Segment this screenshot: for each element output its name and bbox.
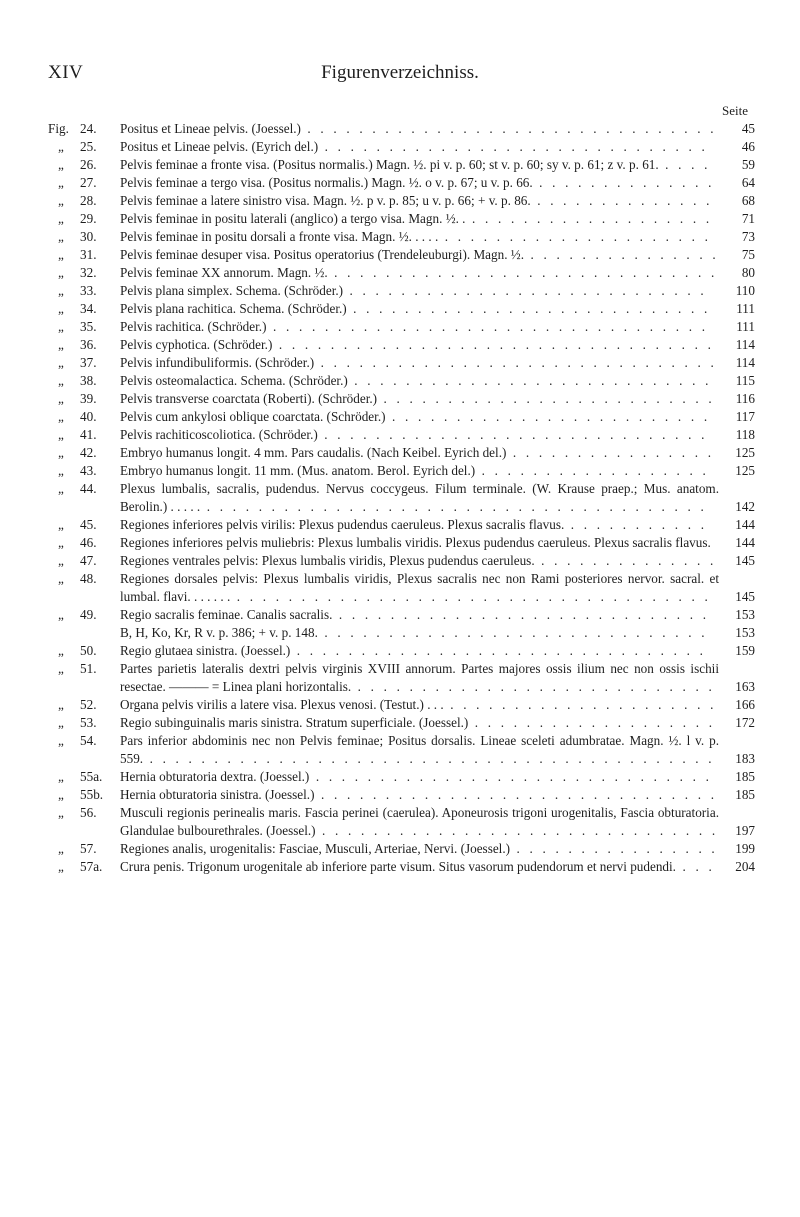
caption-text: Regiones ventrales pelvis: Plexus lumbalis viridis, Plexus pudendus caeruleus. — [120, 553, 535, 568]
page-number: 172 — [735, 715, 755, 730]
list-item — [48, 714, 755, 732]
caption-text: Pelvis cyphotica. (Schröder.) — [120, 337, 273, 352]
leader-dots: . . . . . . . . . . . . . . . . . . . . . . . . . . . . — [347, 373, 712, 388]
figure-number: 55b. — [80, 787, 104, 802]
leader-dots: . . . . . . . . . . . . . . . . . . . . . . . . . . . . . . — [327, 265, 718, 280]
figure-number: 57a. — [80, 859, 103, 874]
fig-prefix: „ — [58, 805, 64, 820]
figure-number: 49. — [80, 607, 97, 622]
figure-number: 31. — [80, 247, 97, 262]
figure-caption — [120, 732, 755, 768]
list-item — [48, 372, 755, 390]
fig-prefix: „ — [58, 139, 64, 154]
fig-prefix: „ — [58, 229, 64, 244]
page-number: 125 — [735, 445, 755, 460]
figure-number: 50. — [80, 643, 97, 658]
page-number: 116 — [735, 391, 755, 406]
figure-number: 42. — [80, 445, 97, 460]
figure-caption — [120, 570, 755, 606]
page-number: 185 — [735, 787, 755, 802]
fig-prefix: Fig. — [48, 121, 69, 136]
figure-caption — [120, 282, 755, 300]
caption-text: Embryo humanus longit. 11 mm. (Mus. anatom. Berol. Eyrich del.) — [120, 463, 476, 478]
fig-prefix: „ — [58, 409, 64, 424]
figure-number: 53. — [80, 715, 97, 730]
list-item — [48, 696, 755, 714]
page-number: 185 — [735, 769, 755, 784]
figure-caption — [120, 606, 755, 624]
list-item — [48, 732, 755, 768]
figure-number — [74, 624, 120, 642]
leader-dots: . . . . . . . . . . . . . . . . . . . . . . . . . . — [377, 391, 715, 406]
figure-number: 24. — [80, 121, 97, 136]
page-number: 110 — [735, 283, 755, 298]
figure-number: 25. — [80, 139, 97, 154]
list-item — [48, 624, 755, 642]
page-number: 144 — [735, 535, 755, 550]
page-number: 64 — [741, 175, 755, 190]
figure-caption — [120, 390, 755, 408]
fig-prefix: „ — [58, 517, 64, 532]
list-item — [48, 120, 755, 138]
figure-caption — [120, 444, 755, 462]
fig-prefix: „ — [58, 787, 64, 802]
page-number: 45 — [741, 121, 755, 136]
caption-text: B, H, Ko, Kr, R v. p. 386; + v. p. 148. — [120, 625, 318, 640]
figure-caption — [120, 264, 755, 282]
figure-number: 47. — [80, 553, 97, 568]
figure-number: 33. — [80, 283, 97, 298]
figure-caption — [120, 318, 755, 336]
list-item — [48, 786, 755, 804]
figure-caption — [120, 354, 755, 372]
list-item — [48, 138, 755, 156]
figure-caption — [120, 426, 755, 444]
page-header — [0, 62, 800, 88]
page-number: 59 — [741, 157, 755, 172]
leader-dots: . . . . . . . . . . . . . . — [532, 175, 715, 190]
figure-number: 43. — [80, 463, 97, 478]
figure-number: 29. — [80, 211, 97, 226]
leader-dots: . . . . . . . . . . . . . . . . . . . . . . . . . . . . . . . — [309, 769, 713, 784]
page-number: 80 — [741, 265, 755, 280]
list-item — [48, 354, 755, 372]
list-item — [48, 444, 755, 462]
list-item — [48, 570, 755, 606]
figure-number: 51. — [80, 661, 97, 676]
list-item — [48, 300, 755, 318]
fig-prefix: „ — [58, 211, 64, 226]
figure-caption — [120, 768, 755, 786]
caption-text: Crura penis. Trigonum urogenitale ab inferiore parte visum. Situs vasorum pudendorum et nervi pudendi. — [120, 859, 676, 874]
leader-dots: . . . . . . . . . . . . . . . . . . . . . . . . . . . . . . . . . . . . . . . — [200, 499, 707, 514]
page-number: 115 — [735, 373, 755, 388]
caption-text: Pelvis feminae a fronte visa. (Positus normalis.) Magn. ½. pi v. p. 60; st v. p. 60; sy v. p. 61; z v. p. 61. — [120, 157, 659, 172]
list-item — [48, 606, 755, 624]
page-number: 166 — [735, 697, 755, 712]
page-number: 204 — [735, 859, 755, 874]
leader-dots: . . . . . . . . . . . . . . . . . . . . . . . . . . . . . . — [317, 625, 708, 640]
fig-prefix: „ — [58, 571, 64, 586]
leader-dots: . . . . . . . . . . . . . . . . . . . . . . . . . . . . . . — [318, 139, 708, 154]
fig-prefix: „ — [58, 157, 64, 172]
fig-prefix — [48, 624, 74, 642]
list-item — [48, 228, 755, 246]
caption-text: Positus et Lineae pelvis. (Eyrich del.) — [120, 139, 319, 154]
list-item — [48, 246, 755, 264]
leader-dots: . . . . . . . . . . . . . . — [530, 193, 713, 208]
figure-caption — [120, 156, 755, 174]
list-item — [48, 210, 755, 228]
page-number: 163 — [735, 679, 755, 694]
figure-number: 32. — [80, 265, 97, 280]
leader-dots: . . . . . . . . . . . . . . . . . . . . . . . . . . . . . . . — [314, 787, 718, 802]
figure-number: 28. — [80, 193, 97, 208]
page-number: 199 — [735, 841, 755, 856]
figure-number: 41. — [80, 427, 97, 442]
fig-prefix: „ — [58, 643, 64, 658]
list-item — [48, 768, 755, 786]
page-number: 125 — [735, 463, 755, 478]
list-item — [48, 408, 755, 426]
figure-caption — [120, 192, 755, 210]
caption-text: Pars inferior abdominis nec non Pelvis feminae; Positus dorsalis. Lineae sceleti adumbratae. Magn. ½. l v. p. 559. — [120, 733, 719, 766]
caption-text: Pelvis rachitica. (Schröder.) — [120, 319, 267, 334]
caption-text: Pelvis infundibuliformis. (Schröder.) — [120, 355, 315, 370]
page-number: 159 — [735, 643, 755, 658]
figure-caption — [120, 174, 755, 192]
fig-prefix: „ — [58, 859, 64, 874]
fig-prefix: „ — [58, 661, 64, 676]
list-item — [48, 336, 755, 354]
figure-number: 56. — [80, 805, 97, 820]
leader-dots: . . . . . . . . . . . . . . . . . . . . . . . . . . . . . . . . — [300, 121, 717, 136]
leader-dots: . . . . — [658, 157, 711, 172]
fig-prefix: „ — [58, 301, 64, 316]
page-number: 68 — [741, 193, 755, 208]
caption-text: Positus et Lineae pelvis. (Joessel.) — [120, 121, 301, 136]
figure-number: 45. — [80, 517, 97, 532]
caption-text: Organa pelvis virilis a latere visa. Plexus venosi. (Testut.) . . . — [120, 697, 444, 712]
figure-number: 30. — [80, 229, 97, 244]
fig-prefix: „ — [58, 607, 64, 622]
caption-text: Hernia obturatoria sinistra. (Joessel.) — [120, 787, 315, 802]
figure-caption — [120, 804, 755, 840]
fig-prefix: „ — [58, 355, 64, 370]
fig-prefix: „ — [58, 319, 64, 334]
caption-text: Pelvis osteomalactica. Schema. (Schröder.) — [120, 373, 348, 388]
caption-text: Regiones inferiores pelvis virilis: Plexus pudendus caeruleus. Plexus sacralis flavus. — [120, 517, 565, 532]
caption-text: Pelvis plana simplex. Schema. (Schröder.) — [120, 283, 344, 298]
list-item — [48, 534, 755, 552]
figure-number: 38. — [80, 373, 97, 388]
page-number: 197 — [735, 823, 755, 838]
figure-caption — [120, 552, 755, 570]
leader-dots: . . . . . . . . . . . . . . . . . . . . . . . . . . . . . . . . . . . . . . . . . . . . — [143, 751, 715, 766]
page-number: 142 — [735, 499, 755, 514]
list-item — [48, 552, 755, 570]
caption-text: Plexus lumbalis, sacralis, pudendus. Nervus coccygeus. Filum terminale. (W. Krause praep.; Mus. anatom. Berolin.) . . . . . — [120, 481, 719, 514]
leader-dots: . . . . . . . . . . . . . . . . . . . . . . . . . . . . . — [332, 607, 710, 622]
page-number: 145 — [735, 553, 755, 568]
caption-text: Regio sacralis feminae. Canalis sacralis. — [120, 607, 333, 622]
leader-dots: . . . . . . . . . . . . . . . . . . . . . — [443, 697, 717, 712]
caption-text: Pelvis feminae XX annorum. Magn. ½. — [120, 265, 328, 280]
fig-prefix: „ — [58, 283, 64, 298]
page-number: 144 — [735, 517, 755, 532]
figure-list — [48, 120, 755, 876]
figure-number: 52. — [80, 697, 97, 712]
caption-text: Pelvis feminae a latere sinistro visa. Magn. ½. p v. p. 85; u v. p. 66; + v. p. 86. — [120, 193, 531, 208]
caption-text: Pelvis cum ankylosi oblique coarctata. (Schröder.) — [120, 409, 386, 424]
page-number: 111 — [736, 301, 755, 316]
caption-text: Regiones inferiores pelvis muliebris: Plexus lumbalis viridis. Plexus pudendus caeruleus. Plexus sacralis flavus. — [120, 535, 711, 550]
leader-dots: . . . . . . . . . . . . . . . . — [510, 841, 718, 856]
leader-dots: . . . . . . . . . . . . . . . . . . . — [465, 211, 713, 226]
page-number: 75 — [741, 247, 755, 262]
figure-number: 44. — [80, 481, 97, 496]
fig-prefix: „ — [58, 553, 64, 568]
page-number: 73 — [741, 229, 755, 244]
fig-prefix: „ — [58, 481, 64, 496]
figure-caption — [120, 714, 755, 732]
leader-dots: . . . . . . . . . . . . . . . . . . . . . . . . . . . . . . . — [315, 823, 719, 838]
figure-caption — [120, 120, 755, 138]
figure-caption — [120, 372, 755, 390]
figure-caption — [120, 246, 755, 264]
list-item — [48, 264, 755, 282]
figure-number: 36. — [80, 337, 97, 352]
list-item — [48, 390, 755, 408]
fig-prefix: „ — [58, 715, 64, 730]
figure-number: 26. — [80, 157, 97, 172]
caption-text: Partes parietis lateralis dextri pelvis virginis XVIII annorum. Partes majores ossis ilium nec non ossis ischii resectae. ——— = Linea plani horizontalis. — [120, 661, 719, 694]
figure-caption — [120, 786, 755, 804]
page-number: 183 — [735, 751, 755, 766]
leader-dots: . . . . . . . . . . . . . . . . . . . . . . . . . . . . . . . . . . . . . — [230, 589, 712, 604]
figure-caption — [120, 228, 755, 246]
leader-dots: . . . . . . . . . . . . . . . . . . . . . . . . . . . . — [346, 301, 711, 316]
figure-caption — [120, 624, 755, 642]
figure-caption — [120, 480, 755, 516]
caption-text: Pelvis rachiticoscoliotica. (Schröder.) — [120, 427, 318, 442]
page-number: 145 — [735, 589, 755, 604]
leader-dots: . . . . . . . . . . . — [564, 517, 708, 532]
page-number: 114 — [735, 355, 755, 370]
leader-dots: . . . . . . . . . . . . . . . . . . . . . . . . . . . . . . . . — [290, 643, 707, 658]
figure-caption — [120, 336, 755, 354]
list-item — [48, 804, 755, 840]
figure-caption — [120, 696, 755, 714]
fig-prefix: „ — [58, 733, 64, 748]
caption-text: Regio glutaea sinistra. (Joessel.) — [120, 643, 291, 658]
fig-prefix: „ — [58, 769, 64, 784]
caption-text: Pelvis transverse coarctata (Roberti). (Schröder.) — [120, 391, 378, 406]
list-item — [48, 282, 755, 300]
figure-number: 46. — [80, 535, 97, 550]
fig-prefix: „ — [58, 427, 64, 442]
list-item — [48, 174, 755, 192]
caption-text: Pelvis feminae in positu dorsali a fronte visa. Magn. ½. . . . . — [120, 229, 439, 244]
figure-caption — [120, 642, 755, 660]
fig-prefix: „ — [58, 697, 64, 712]
figure-caption — [120, 516, 755, 534]
page-number: 153 — [735, 625, 755, 640]
figure-caption — [120, 300, 755, 318]
fig-prefix: „ — [58, 265, 64, 280]
page-number: 46 — [741, 139, 755, 154]
leader-dots: . . . . . . . . . . . . . . . . . . — [475, 463, 710, 478]
figure-caption — [120, 408, 755, 426]
figure-caption — [120, 534, 755, 552]
fig-prefix: „ — [58, 391, 64, 406]
caption-text: Pelvis feminae a tergo visa. (Positus normalis.) Magn. ½. o v. p. 67; u v. p. 66. — [120, 175, 533, 190]
page-number-roman: XIV — [48, 62, 84, 83]
figure-number: 37. — [80, 355, 97, 370]
list-item — [48, 660, 755, 696]
figure-caption — [120, 462, 755, 480]
leader-dots: . . . . . . . . . . . . . . . . . . . . . . . . . . . . . . . . . . — [266, 319, 709, 334]
figure-number: 57. — [80, 841, 97, 856]
figure-number: 40. — [80, 409, 97, 424]
figure-caption — [120, 858, 755, 876]
figure-caption — [120, 660, 755, 696]
caption-text: Regiones analis, urogenitalis: Fasciae, Musculi, Arteriae, Nervi. (Joessel.) — [120, 841, 511, 856]
page-number: 117 — [735, 409, 755, 424]
caption-text: Embryo humanus longit. 4 mm. Pars caudalis. (Nach Keibel. Eyrich del.) — [120, 445, 507, 460]
page-number: 118 — [735, 427, 755, 442]
figure-number: 54. — [80, 733, 97, 748]
list-item — [48, 462, 755, 480]
leader-dots: . . . . . . . . . . . . . . . . — [506, 445, 715, 460]
leader-dots: . . . . . . . . . . . . . . . . . . . . . — [438, 229, 712, 244]
page-number: 114 — [735, 337, 755, 352]
fig-prefix: „ — [58, 337, 64, 352]
figure-caption — [120, 840, 755, 858]
caption-text: Pelvis plana rachitica. Schema. (Schröder.) — [120, 301, 347, 316]
page-title: Figurenverzeichniss. — [321, 62, 479, 83]
list-item — [48, 840, 755, 858]
fig-prefix: „ — [58, 175, 64, 190]
list-item — [48, 318, 755, 336]
leader-dots: . . . — [675, 859, 715, 874]
leader-dots: . . . . . . . . . . . . . . . . . . . — [468, 715, 716, 730]
figure-caption — [120, 210, 755, 228]
leader-dots: . . . . . . . . . . . . . . . . . . . . . . . . . . . . . . . — [314, 355, 717, 370]
caption-text: Pelvis feminae desuper visa. Positus operatorius (Trendeleuburgi). Magn. ½. — [120, 247, 524, 262]
leader-dots: . . . . . . . . . . . . . . . . . . . . . . . . . . . . . . — [317, 427, 708, 442]
list-item — [48, 480, 755, 516]
caption-text: Regio subinguinalis maris sinistra. Stratum superficiale. (Joessel.) — [120, 715, 469, 730]
page-number: 153 — [735, 607, 755, 622]
leader-dots: . . . . . . . . . . . . . . . . . . . . . . . . . . . . — [351, 679, 716, 694]
list-item — [48, 516, 755, 534]
caption-text: Hernia obturatoria dextra. (Joessel.) — [120, 769, 310, 784]
figure-number: 48. — [80, 571, 97, 586]
leader-dots: . . . . . . . . . . . . . . . . . . . . . . . . . . . . . . . . . . — [272, 337, 715, 352]
leader-dots: . . . . . . . . . . . . . . — [534, 553, 717, 568]
leader-dots: . . . . . . . . . . . . . . . . . . . . . . . . . — [385, 409, 711, 424]
figure-number: 34. — [80, 301, 97, 316]
page-column-label: Seite — [722, 103, 748, 118]
leader-dots: . . . . . . . . . . . . . . . . . . . . . . . . . . . . — [343, 283, 707, 298]
fig-prefix: „ — [58, 841, 64, 856]
fig-prefix: „ — [58, 535, 64, 550]
fig-prefix: „ — [58, 247, 64, 262]
fig-prefix: „ — [58, 373, 64, 388]
fig-prefix: „ — [58, 445, 64, 460]
caption-text: Regiones dorsales pelvis: Plexus lumbalis viridis, Plexus sacralis nec non Rami posteriores nervor. sacral. et lumbal. flavi. . . . . . . — [120, 571, 719, 604]
fig-prefix: „ — [58, 463, 64, 478]
figure-number: 27. — [80, 175, 97, 190]
figure-number: 35. — [80, 319, 97, 334]
page-number: 111 — [736, 319, 755, 334]
list-item — [48, 858, 755, 876]
page-number: 71 — [741, 211, 755, 226]
caption-text: Musculi regionis perinealis maris. Fascia perinei (caerulea). Aponeurosis trigoni urogenitalis, Fascia obturatoria. Glandulae bulbourethrales. (Joessel.) — [120, 805, 719, 838]
fig-prefix: „ — [58, 193, 64, 208]
leader-dots: . . . . . . . . . . . . . . . — [524, 247, 719, 262]
caption-text: Pelvis feminae in positu laterali (anglico) a tergo visa. Magn. ½. . — [120, 211, 466, 226]
list-item — [48, 642, 755, 660]
list-item — [48, 426, 755, 444]
figure-caption — [120, 138, 755, 156]
list-item — [48, 156, 755, 174]
figure-number: 55a. — [80, 769, 103, 784]
list-item — [48, 192, 755, 210]
figure-number: 39. — [80, 391, 97, 406]
